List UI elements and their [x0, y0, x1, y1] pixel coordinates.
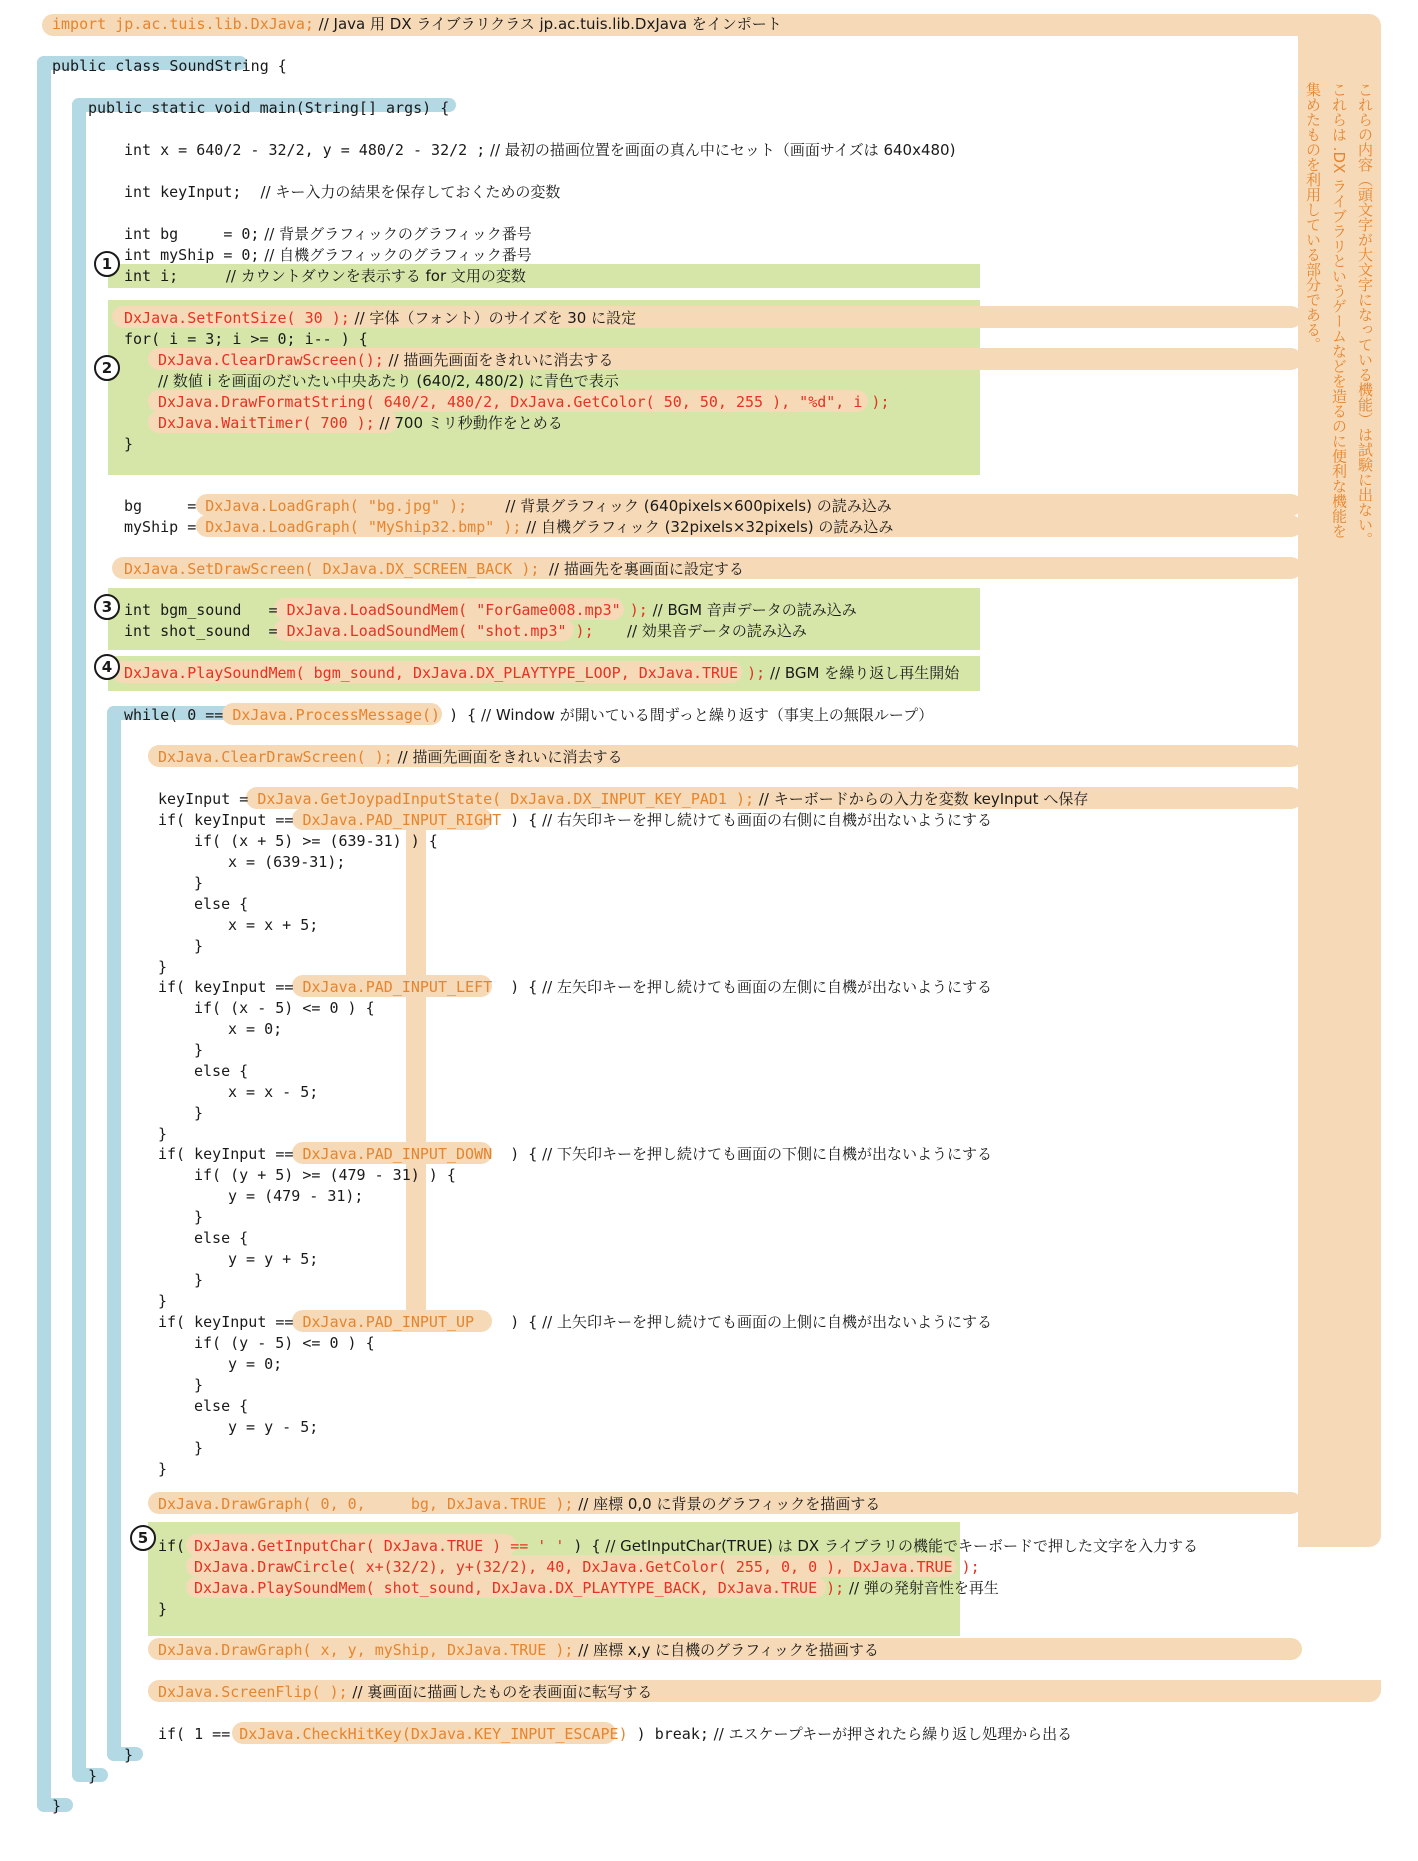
code-text: }: [158, 1125, 168, 1143]
code-text: }: [194, 1104, 204, 1122]
code-comment: // 描画先を裏画面に設定する: [539, 560, 744, 578]
code-comment: // 右矢印キーを押し続けても画面の右側に自機が出ないようにする: [537, 811, 992, 829]
library-call: DxJava.CheckHitKey(DxJava.KEY_INPUT_ESCAPE): [239, 1725, 628, 1743]
code-prefix: if( keyInput ==: [158, 811, 303, 829]
library-call: DxJava.LoadSoundMem( "ForGame008.mp3" );: [286, 601, 648, 619]
code-prefix: keyInput =: [158, 790, 258, 808]
code-text: x = x - 5;: [228, 1083, 319, 1101]
marker-1: 1: [94, 251, 120, 277]
library-call: DxJava.PlaySoundMem( bgm_sound, DxJava.DX_PLAYTYPE_LOOP, DxJava.TRUE );: [124, 664, 766, 682]
library-call: DxJava.DrawGraph( x, y, myShip, DxJava.TRUE );: [158, 1641, 574, 1659]
library-call: DxJava.GetInputChar( DxJava.TRUE ) == ' ': [194, 1537, 565, 1555]
code-text: x = x + 5;: [228, 916, 319, 934]
code-line: [194, 894, 248, 915]
code-line: [158, 747, 622, 768]
code-comment: // 効果音データの読み込み: [593, 622, 807, 640]
code-text: }: [52, 1797, 62, 1815]
code-line: [228, 915, 318, 936]
code-line: [158, 977, 992, 998]
code-line: [194, 936, 203, 957]
code-line: [124, 621, 807, 642]
code-comment: // 最初の描画位置を画面の真ん中にセット（画面サイズは 640x480): [485, 141, 956, 159]
code-line: [194, 831, 438, 852]
code-comment: // Java 用 DX ライブラリクラス jp.ac.tuis.lib.DxJava をインポート: [313, 15, 782, 33]
library-call: DxJava.WaitTimer( 700 );: [158, 414, 375, 432]
code-line: [228, 1019, 282, 1040]
code-text: else {: [194, 895, 249, 913]
code-line: [158, 957, 167, 978]
side-note-1: これらの内容（頭文字が大文字になっている機能）は試験に出ない。: [1356, 82, 1374, 547]
code-line: [124, 1745, 133, 1766]
code-text: }: [124, 435, 134, 453]
code-comment: // キーボードからの入力を変数 keyInput へ保存: [754, 790, 1089, 808]
marker-5: 5: [130, 1525, 156, 1551]
code-line: [194, 1557, 980, 1578]
code-line: [158, 810, 992, 831]
code-line: [194, 1375, 203, 1396]
code-text: }: [158, 1292, 168, 1310]
code-text: y = 0;: [228, 1355, 283, 1373]
library-call: DxJava.LoadGraph( "MyShip32.bmp" );: [205, 518, 522, 536]
code-line: [194, 1438, 203, 1459]
code-line: [124, 705, 933, 726]
code-line: [88, 1766, 97, 1787]
main-brace-bar: [72, 98, 86, 1782]
code-line: [124, 434, 133, 455]
library-call: import jp.ac.tuis.lib.DxJava;: [52, 15, 314, 33]
code-line: [194, 1578, 999, 1599]
code-line: [52, 56, 287, 77]
library-call: DxJava.ScreenFlip( );: [158, 1683, 348, 1701]
code-comment: // 背景グラフィックのグラフィック番号: [259, 225, 532, 243]
pad-connector: [406, 820, 426, 1320]
code-prefix: if( 1 ==: [158, 1725, 240, 1743]
code-text: else {: [194, 1397, 249, 1415]
code-prefix: int shot_sound =: [124, 622, 287, 640]
code-line: [124, 224, 532, 245]
library-call: DxJava.PAD_INPUT_RIGHT: [302, 811, 502, 829]
code-line: [194, 1396, 248, 1417]
class-brace-bar: [37, 56, 51, 1812]
code-line: [158, 1312, 992, 1333]
code-text: if( (x - 5) <= 0 ) {: [194, 999, 375, 1017]
code-text: }: [194, 1041, 204, 1059]
code-text: }: [124, 1746, 134, 1764]
library-call: DxJava.DrawCircle( x+(32/2), y+(32/2), 40, DxJava.GetColor( 255, 0, 0 ), DxJava.TRUE );: [194, 1558, 980, 1576]
code-line: [124, 496, 892, 517]
code-text: }: [194, 1208, 204, 1226]
code-text: }: [194, 937, 204, 955]
code-comment: // BGM を繰り返し再生開始: [765, 664, 960, 682]
code-text: int bg = 0;: [124, 225, 260, 243]
code-comment: // 座標 0,0 に背景のグラフィックを描画する: [573, 1495, 881, 1513]
code-line: [194, 1228, 248, 1249]
code-line: [194, 1270, 203, 1291]
code-text: }: [158, 1460, 168, 1478]
code-comment: // 下矢印キーを押し続けても画面の下側に自機が出ないようにする: [537, 1145, 992, 1163]
code-text: }: [194, 1271, 204, 1289]
code-suffix: ) {: [474, 1313, 538, 1331]
code-comment: // Window が開いている間ずっと繰り返す（事実上の無限ループ）: [476, 706, 934, 724]
code-line: [158, 371, 619, 392]
code-line: [158, 1459, 167, 1480]
marker-4: 4: [94, 654, 120, 680]
code-comment: // 弾の発射音性を再生: [844, 1579, 999, 1597]
code-text: }: [194, 874, 204, 892]
library-call: DxJava.SetDrawScreen( DxJava.DX_SCREEN_BACK );: [124, 560, 540, 578]
library-call: DxJava.ProcessMessage(): [232, 706, 441, 724]
library-call: DxJava.PAD_INPUT_LEFT: [302, 978, 493, 996]
code-text: }: [88, 1767, 98, 1785]
code-line: [124, 140, 955, 161]
code-text: }: [194, 1439, 204, 1457]
code-prefix: if( keyInput ==: [158, 1313, 303, 1331]
code-suffix: ) {: [492, 978, 538, 996]
code-line: [124, 245, 532, 266]
library-call: DxJava.SetFontSize( 30 );: [124, 309, 350, 327]
code-comment: // 字体（フォント）のサイズを 30 に設定: [349, 309, 637, 327]
code-line: [158, 1494, 880, 1515]
code-line: [124, 663, 959, 684]
code-line: [124, 266, 526, 287]
code-comment: // 700 ミリ秒動作をとめる: [374, 414, 563, 432]
marker-2: 2: [94, 355, 120, 381]
code-line: [228, 1417, 318, 1438]
code-prefix: bg =: [124, 497, 206, 515]
code-line: [158, 1291, 167, 1312]
code-text: y = (479 - 31);: [228, 1187, 364, 1205]
library-call: DxJava.LoadGraph( "bg.jpg" );: [205, 497, 468, 515]
code-line: [194, 1103, 203, 1124]
code-line: [88, 98, 449, 119]
code-text: y = y + 5;: [228, 1250, 319, 1268]
code-line: [158, 392, 890, 413]
code-line: [228, 852, 345, 873]
code-line: [194, 1061, 248, 1082]
code-line: [124, 329, 368, 350]
code-prefix: if( keyInput ==: [158, 978, 303, 996]
code-text: int x = 640/2 - 32/2, y = 480/2 - 32/2 ;: [124, 141, 486, 159]
library-call: DxJava.DrawFormatString( 640/2, 480/2, DxJava.GetColor( 50, 50, 255 ), "%d", i );: [158, 393, 890, 411]
library-call: DxJava.PAD_INPUT_UP: [302, 1313, 475, 1331]
code-line: [158, 1599, 167, 1620]
library-call: DxJava.ClearDrawScreen( );: [158, 748, 393, 766]
code-comment: // 左矢印キーを押し続けても画面の左側に自機が出ないようにする: [537, 978, 992, 996]
code-line: [158, 789, 1088, 810]
code-text: int myShip = 0;: [124, 246, 260, 264]
code-prefix: int bgm_sound =: [124, 601, 287, 619]
code-line: [158, 350, 613, 371]
code-comment: // BGM 音声データの読み込み: [647, 601, 857, 619]
code-text: if( (y - 5) <= 0 ) {: [194, 1334, 375, 1352]
library-call: DxJava.GetJoypadInputState( DxJava.DX_INPUT_KEY_PAD1 );: [257, 790, 755, 808]
code-line: [228, 1249, 318, 1270]
code-line: [228, 1354, 282, 1375]
code-line: [158, 1536, 1198, 1557]
code-comment: // エスケープキーが押されたら繰り返し処理から出る: [708, 1725, 1073, 1743]
code-text: y = y - 5;: [228, 1418, 319, 1436]
code-line: [52, 1796, 61, 1817]
code-line: [158, 1724, 1072, 1745]
code-suffix: ) {: [440, 706, 477, 724]
marker-3: 3: [94, 594, 120, 620]
code-suffix: ) {: [564, 1537, 601, 1555]
code-line: [158, 1682, 652, 1703]
code-text: if( (x + 5) >= (639-31) ) {: [194, 832, 438, 850]
code-text: public class SoundString {: [52, 57, 287, 75]
code-comment: // 背景グラフィック (640pixels×600pixels) の読み込み: [467, 497, 892, 515]
library-call: DxJava.PAD_INPUT_DOWN: [302, 1145, 493, 1163]
code-comment: // 自機グラフィック (32pixels×32pixels) の読み込み: [521, 518, 894, 536]
code-text: else {: [194, 1062, 249, 1080]
code-line: [194, 1333, 375, 1354]
code-line: [194, 998, 375, 1019]
code-text: public static void main(String[] args) {: [88, 99, 450, 117]
code-line: [158, 1124, 167, 1145]
side-note-2: これらは .DX ライブラリというゲームなどを造るのに便利な機能を: [1330, 82, 1348, 539]
code-line: [124, 182, 560, 203]
code-suffix: ) {: [492, 1145, 538, 1163]
code-text: }: [158, 958, 168, 976]
code-prefix: while( 0 ==: [124, 706, 233, 724]
code-line: [124, 559, 744, 580]
code-line: [194, 1040, 203, 1061]
code-line: [158, 413, 563, 434]
library-call: DxJava.ClearDrawScreen();: [158, 351, 384, 369]
code-text: }: [158, 1600, 168, 1618]
code-suffix: ) break;: [627, 1725, 709, 1743]
library-call: DxJava.LoadSoundMem( "shot.mp3" );: [286, 622, 594, 640]
code-line: [194, 1207, 203, 1228]
code-line: [194, 873, 203, 894]
code-comment: // 裏画面に描画したものを表画面に転写する: [347, 1683, 653, 1701]
code-comment: // 描画先画面をきれいに消去する: [383, 351, 614, 369]
code-comment: // 上矢印キーを押し続けても画面の上側に自機が出ないようにする: [537, 1313, 992, 1331]
code-line: [124, 600, 857, 621]
library-call: DxJava.PlaySoundMem( shot_sound, DxJava.DX_PLAYTYPE_BACK, DxJava.TRUE );: [194, 1579, 845, 1597]
code-comment: // 描画先画面をきれいに消去する: [392, 748, 623, 766]
code-prefix: myShip =: [124, 518, 206, 536]
code-line: [124, 517, 893, 538]
code-comment: // カウントダウンを表示する for 文用の変数: [178, 267, 526, 285]
code-comment: // 座標 x,y に自機のグラフィックを描画する: [573, 1641, 879, 1659]
code-text: if( (y + 5) >= (479 - 31) ) {: [194, 1166, 456, 1184]
code-comment: // キー入力の結果を保存しておくための変数: [241, 183, 561, 201]
side-note-3: 集めたものを利用している部分である。: [1304, 82, 1322, 352]
code-prefix: if( keyInput ==: [158, 1145, 303, 1163]
code-text: x = 0;: [228, 1020, 283, 1038]
code-line: [228, 1082, 318, 1103]
while-brace-bar: [107, 706, 121, 1761]
code-text: else {: [194, 1229, 249, 1247]
code-comment: // GetInputChar(TRUE) は DX ライブラリの機能でキーボードで押した文字を入力する: [600, 1537, 1199, 1555]
code-text: for( i = 3; i >= 0; i-- ) {: [124, 330, 368, 348]
code-line: [124, 308, 636, 329]
code-text: int i;: [124, 267, 179, 285]
code-text: x = (639-31);: [228, 853, 346, 871]
code-prefix: if(: [158, 1537, 195, 1555]
code-comment: // 数値 i を画面のだいたい中央あたり (640/2, 480/2) に青色で表示: [158, 372, 619, 390]
code-comment: // 自機グラフィックのグラフィック番号: [259, 246, 532, 264]
code-suffix: ) {: [501, 811, 538, 829]
code-text: int keyInput;: [124, 183, 242, 201]
code-line: [194, 1165, 456, 1186]
code-text: }: [194, 1376, 204, 1394]
code-line: [158, 1144, 992, 1165]
code-line: [52, 14, 782, 35]
code-line: [228, 1186, 363, 1207]
code-line: [158, 1640, 879, 1661]
library-call: DxJava.DrawGraph( 0, 0, bg, DxJava.TRUE );: [158, 1495, 574, 1513]
